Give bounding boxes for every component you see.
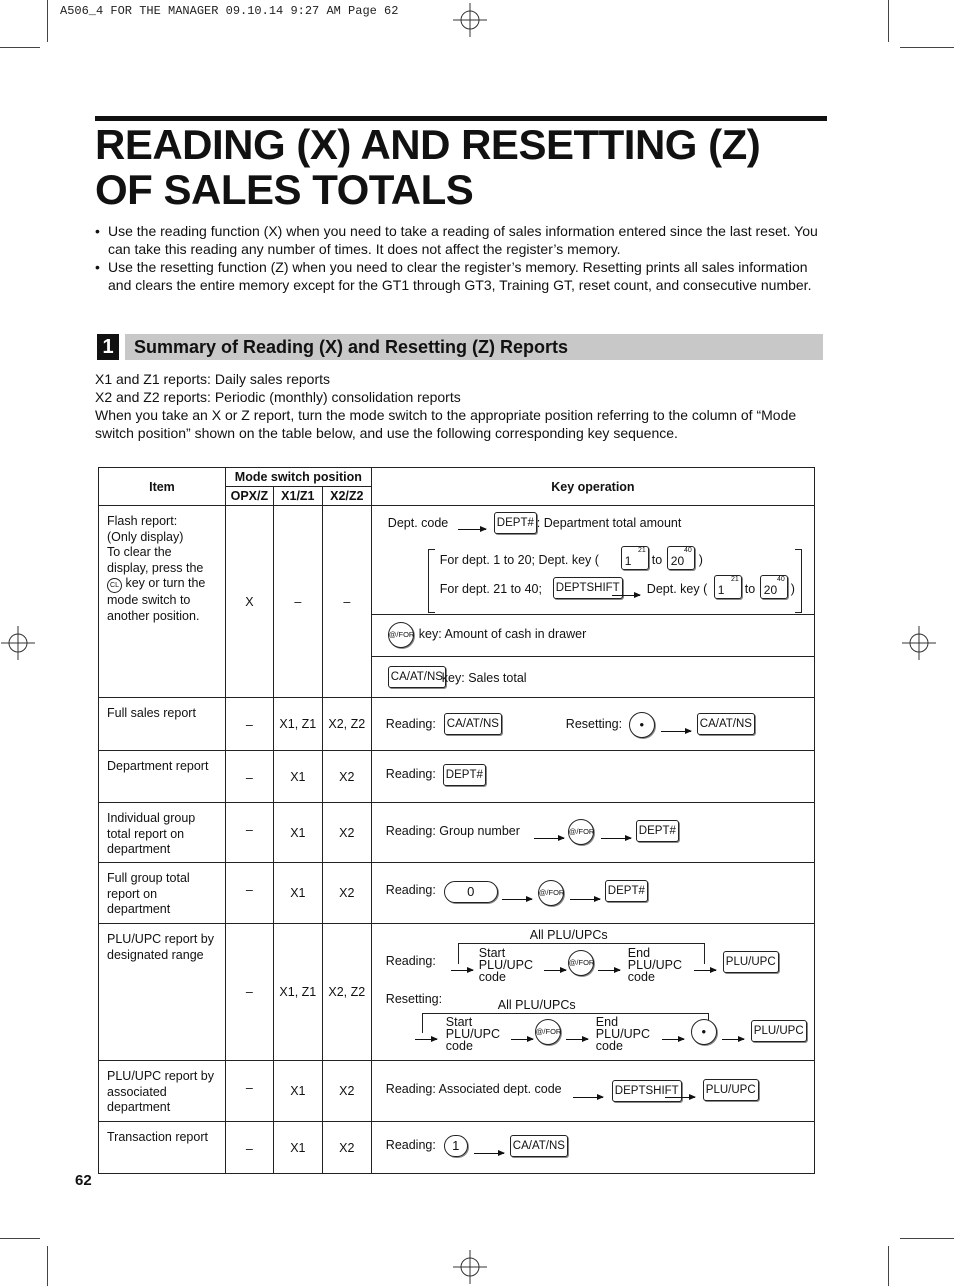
full-group-op: Reading: 0 @/FOR DEPT#: [371, 863, 814, 924]
registration-mark-icon: [1, 626, 35, 660]
one-key: 1: [444, 1135, 468, 1157]
bullet-item: • Use the resetting function (Z) when you need to clear the register’s memory. Resetting prints all sales information and clears the entire memory except for the GT1 through GT3, Training GT, reset count, and consecutive number.: [95, 258, 830, 294]
flash-opxz: X: [225, 506, 273, 698]
item-plu-assoc: PLU/UPC report by associated department: [99, 1061, 226, 1122]
full-sales-op: Reading: CA/AT/NS Resetting: • CA/AT/NS: [371, 698, 814, 751]
individual-group-op: Reading: Group number @/FOR DEPT#: [371, 803, 814, 863]
crop-mark: [0, 47, 40, 48]
bullet-list: [95, 222, 830, 294]
caatns-key: CA/AT/NS: [388, 666, 446, 688]
dot-key: •: [629, 712, 655, 738]
key-1-21: 21 1: [714, 575, 742, 599]
zero-key: 0: [444, 881, 498, 903]
header-keyop: Key operation: [371, 468, 814, 506]
item-plu-range: PLU/UPC report by designated range: [99, 924, 226, 1061]
header-opxz: OPX/Z: [225, 487, 273, 506]
atfor-key: @/FOR: [538, 880, 564, 906]
key-1-21: 21 1: [621, 546, 649, 570]
plu-assoc-op: Reading: Associated dept. code DEPTSHIFT PLU/UPC: [371, 1061, 814, 1122]
item-transaction: Transaction report: [99, 1122, 226, 1174]
section-title: Summary of Reading (X) and Resetting (Z) Reports: [134, 337, 569, 357]
deptshift-key: DEPTSHIFT: [553, 577, 623, 599]
crop-mark: [47, 1246, 48, 1286]
registration-mark-icon: [453, 3, 487, 37]
pluupc-key: PLU/UPC: [703, 1079, 759, 1101]
page-title: READING (X) AND RESETTING (Z) OF SALES TOTALS: [95, 121, 761, 213]
dept-key: DEPT#: [605, 880, 648, 902]
item-department: Department report: [99, 751, 226, 803]
section-number: 1: [97, 334, 119, 360]
registration-mark-icon: [902, 626, 936, 660]
atfor-key: @/FOR: [388, 622, 414, 648]
crop-mark: [900, 1238, 954, 1239]
intro-text: X1 and Z1 reports: Daily sales reports X2 and Z2 reports: Periodic (monthly) consolidation reports When you take an X or Z report, turn the mode switch to the appropriate position referring to the column of “Mode switch position” shown on the table below, and use the following corresponding key sequence.: [95, 371, 797, 441]
bullet-item: • Use the reading function (X) when you need to take a reading of sales information entered since the last reset. You can take this reading any number of times. It does not affect the register’s memory.: [95, 222, 830, 258]
transaction-op: Reading: 1 CA/AT/NS: [371, 1122, 814, 1174]
caatns-key: CA/AT/NS: [697, 713, 755, 735]
flash-x1z1: –: [273, 506, 322, 698]
item-flash-report: Flash report: (Only display) To clear the display, press the CL key or turn the mode switch to another position.: [99, 506, 226, 698]
header-x1z1: X1/Z1: [273, 487, 322, 506]
dept-key: DEPT#: [636, 820, 679, 842]
report-table: Item Mode switch position Key operation OPX/Z X1/Z1 X2/Z2 Flash report: (Only display) To clear the display, press the CL key or turn the mode switch to another position. X – – Dept. code DEPT# : Department total amount For dept. 1 to 20; Dept. key ( 21 1 to 40 20 ) For dept. 21 to 40; DEPTSHIFT Dept. key ( 21 1 to 40 20 ) @/FOR key: Amount of cash in drawer CA/AT/NS key: Sales total Full sales report – X1, Z1 X2, Z2 Reading: CA/AT/NS Resetting: • CA/AT/NS Department report – X1 X2 Reading: DEPT# Individual group total report on department – X1 X2 Reading: Group number @/FOR DEPT# Full group total report on department – X1 X2 Reading: 0 @/FOR DEPT# PLU/UPC report by designated range – X1, Z1 X2, Z2 All PLU/UPCs Reading: Start PLU/UPC code @/FOR End PLU/UPC code PLU/UPC Resetting: All PLU/UPCs Start PLU/UPC code @/FOR End PLU/UPC code • PLU/UPC PLU/UPC report by associated department – X1 X2 Reading: Associated dept. code DEPTSHIFT PLU/UPC Transaction report – X1 X2 Reading: 1 CA/AT/NS: [98, 467, 815, 1174]
dept-key: DEPT#: [443, 764, 486, 786]
department-op: Reading: DEPT#: [371, 751, 814, 803]
header-item: Item: [99, 468, 226, 506]
flash-dept-op: Dept. code DEPT# : Department total amount For dept. 1 to 20; Dept. key ( 21 1 to 40 20 ) For dept. 21 to 40; DEPTSHIFT Dept. key ( 21 1 to 40 20 ): [371, 506, 814, 615]
page-number: 62: [75, 1172, 92, 1189]
atfor-key: @/FOR: [568, 950, 594, 976]
crop-mark: [888, 1246, 889, 1286]
deptshift-key: DEPTSHIFT: [612, 1080, 682, 1102]
flash-x2z2: –: [322, 506, 371, 698]
dept-key: DEPT#: [494, 512, 537, 534]
atfor-key: @/FOR: [535, 1019, 561, 1045]
cl-key-icon: CL: [107, 578, 122, 593]
caatns-key: CA/AT/NS: [510, 1135, 568, 1157]
item-full-sales: Full sales report: [99, 698, 226, 751]
crop-mark: [888, 0, 889, 42]
atfor-key: @/FOR: [568, 819, 594, 845]
item-individual-group: Individual group total report on department: [99, 803, 226, 863]
print-slug: A506_4 FOR THE MANAGER 09.10.14 9:27 AM Page 62: [60, 4, 399, 18]
pluupc-key: PLU/UPC: [751, 1020, 807, 1042]
caatns-key: CA/AT/NS: [444, 713, 502, 735]
item-full-group: Full group total report on department: [99, 863, 226, 924]
plu-range-op: All PLU/UPCs Reading: Start PLU/UPC code @/FOR End PLU/UPC code PLU/UPC Resetting: All PLU/UPCs Start PLU/UPC code @/FOR End PLU/UPC code • PLU/UPC: [371, 924, 814, 1061]
flash-atfor-op: @/FOR key: Amount of cash in drawer: [371, 615, 814, 657]
crop-mark: [900, 47, 954, 48]
key-20-40: 40 20: [760, 575, 788, 599]
key-20-40: 40 20: [667, 546, 695, 570]
crop-mark: [47, 0, 48, 42]
registration-mark-icon: [453, 1250, 487, 1284]
header-mode: Mode switch position: [225, 468, 371, 487]
flash-caatns-op: CA/AT/NS key: Sales total: [371, 657, 814, 698]
dot-key: •: [691, 1019, 717, 1045]
crop-mark: [0, 1238, 40, 1239]
header-x2z2: X2/Z2: [322, 487, 371, 506]
pluupc-key: PLU/UPC: [723, 951, 779, 973]
